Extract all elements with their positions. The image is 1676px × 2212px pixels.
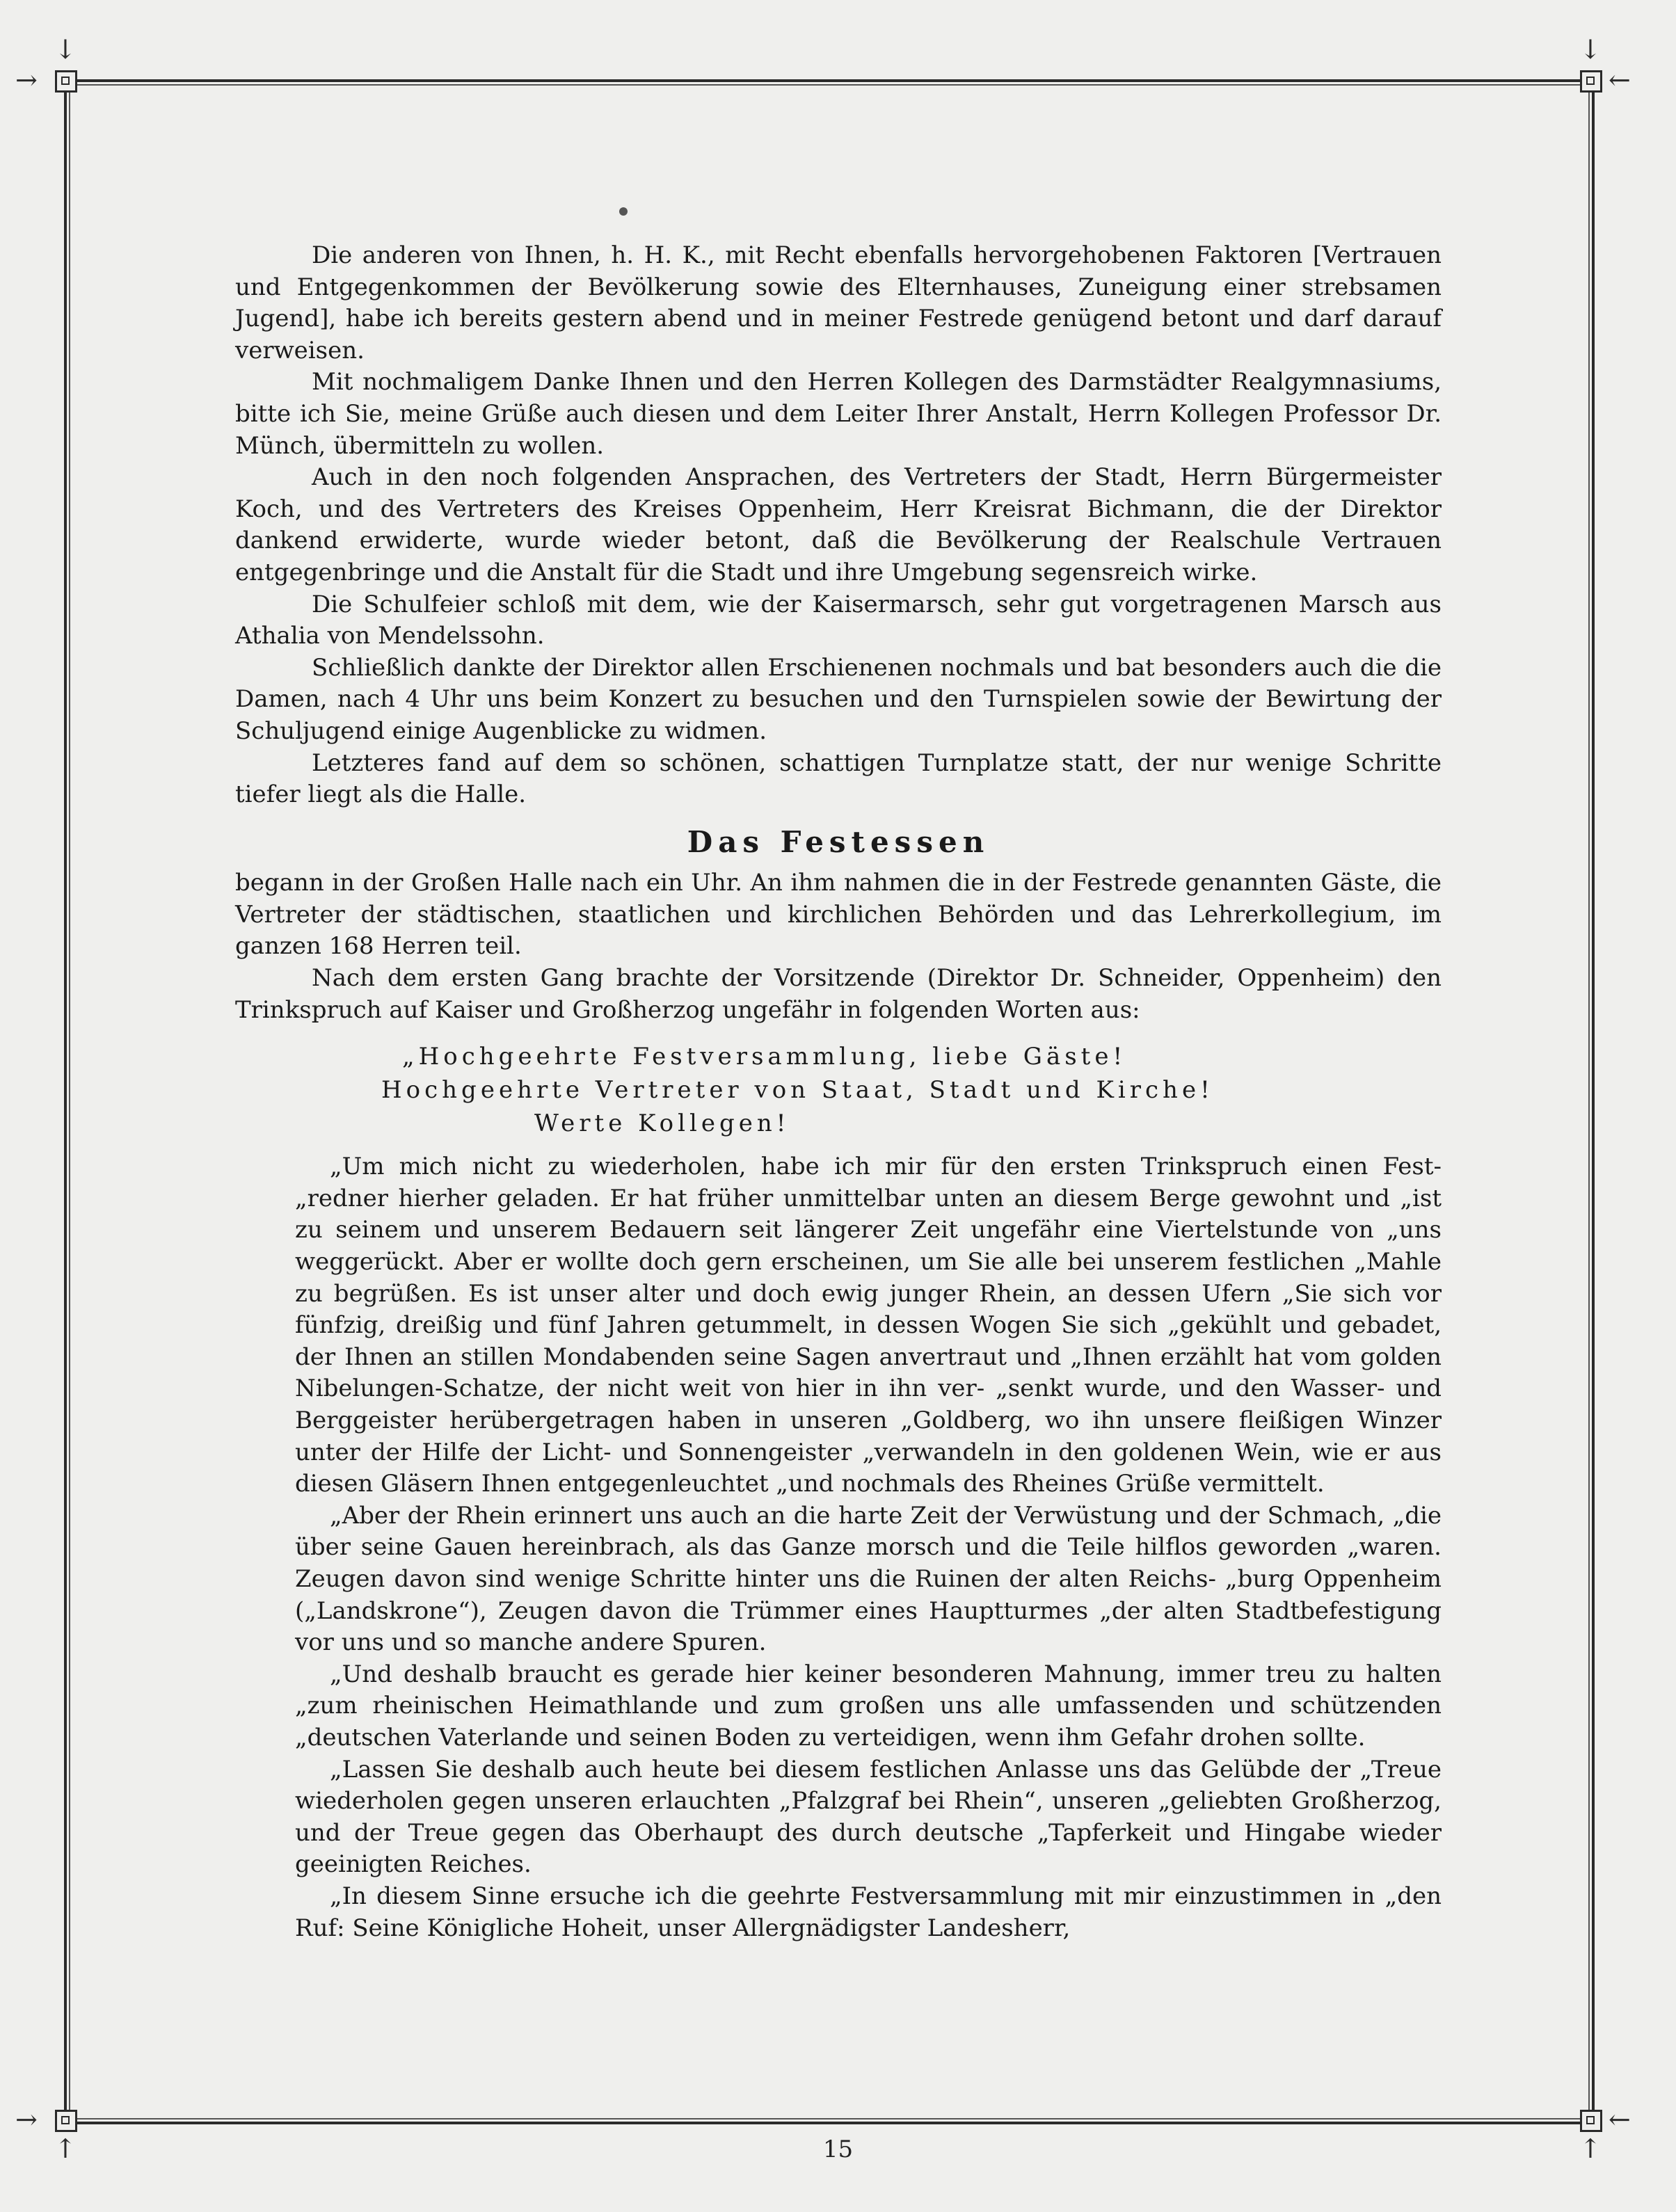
paragraph: Nach dem ersten Gang brachte der Vorsitzende (Direktor Dr. Schneider, Oppenheim) den Trinkspruch auf Kaiser und Großherzog ungefähr in folgenden Worten aus: xyxy=(235,964,1442,1024)
quote-paragraph: „Aber der Rhein erinnert uns auch an die harte Zeit der Verwüstung und der Schmach, „die über seine Gauen hereinbrach, als das Ganze morsch und die Teile hilflos geworden „waren. Zeugen davon sind wenige Schritte hinter uns die Ruinen der alten Reichs- „burg Oppenheim („Landskrone“), Zeugen davon die Trümmer eines Hauptturmes „der alten Stadtbefestigung vor uns und so manche andere Spuren. xyxy=(295,1501,1442,1657)
salutation xyxy=(235,1040,1442,1140)
page-body xyxy=(235,240,1442,1944)
border-corner-ornament xyxy=(55,2110,77,2132)
paragraph: Mit nochmaligem Danke Ihnen und den Herren Kollegen des Darmstädter Realgymnasiums, bitte ich Sie, meine Grüße auch diesen und dem Leiter Ihrer Anstalt, Herrn Kollegen Professor Dr. Münch, übermitteln zu wollen. xyxy=(235,368,1442,460)
border-arrow-icon: → xyxy=(15,2104,38,2135)
paragraph: Die anderen von Ihnen, h. H. K., mit Recht ebenfalls hervorgehobenen Faktoren [Vertrauen und Entgegenkommen der Bevölkerung sowie des Elternhauses, Zuneigung einer strebsamen Jugend], habe ich bereits gestern abend und in meiner Festrede genügend betont und darf darauf verweisen. xyxy=(235,241,1442,364)
border-arrow-icon: ← xyxy=(1609,65,1631,95)
border-corner-ornament xyxy=(55,70,77,93)
paragraph: begann in der Großen Halle nach ein Uhr. An ihm nahmen die in der Festrede genannten Gäste, die Vertreter der städtischen, staatlichen und kirchlichen Behörden und das Lehrerkollegium, im ganzen 168 Herren teil. xyxy=(235,869,1442,961)
paragraph: Die Schulfeier schloß mit dem, wie der Kaisermarsch, sehr gut vorgetragenen Marsch aus Athalia von Mendelssohn. xyxy=(235,590,1442,650)
salutation-line: „Hochgeehrte Festversammlung, liebe Gäste! xyxy=(402,1043,1127,1071)
ink-dot xyxy=(619,207,628,216)
border-arrow-icon: ↓ xyxy=(54,34,77,65)
border-arrow-icon: ↑ xyxy=(54,2133,77,2164)
paragraph: Letzteres fand auf dem so schönen, schattigen Turnplatze statt, der nur wenige Schritte tiefer liegt als die Halle. xyxy=(235,748,1442,809)
section-heading: Das Festessen xyxy=(687,824,990,859)
paragraph: Auch in den noch folgenden Ansprachen, des Vertreters der Stadt, Herrn Bürgermeister Koch, und des Vertreters des Kreises Oppenheim, Herr Kreisrat Bichmann, die der Direktor dankend erwiderte, wurde wieder betont, daß die Bevölkerung der Realschule Vertrauen entgegenbringe und die Anstalt für die Stadt und ihre Umgebung segensreich wirke. xyxy=(235,463,1442,586)
quote-paragraph: „Um mich nicht zu wiederholen, habe ich mir für den ersten Trinkspruch einen Fest- „redner hierher geladen. Er hat früher unmittelbar unten an diesem Berge gewohnt und „ist zu seinem und unserem Bedauern seit längerer Zeit ungefähr eine Viertelstunde von „uns weggerückt. Aber er wollte doch gern erscheinen, um Sie alle bei unserem festlichen „Mahle zu begrüßen. Es ist unser alter und doch ewig junger Rhein, an dessen Ufern „Sie sich vor fünfzig, dreißig und fünf Jahren getummelt, in dessen Wogen Sie sich „gekühlt und gebadet, der Ihnen an stillen Mondabenden seine Sagen anvertraut und „Ihnen erzählt hat vom golden Nibelungen-Schatze, der nicht weit von hier in ihn ver- „senkt wurde, und den Wasser- und Berggeister herübergetragen haben in unseren „Goldberg, wo ihn unsere fleißigen Winzer unter der Hilfe der Licht- und Sonnengeister „verwandeln in den goldenen Wein, wie er aus diesen Gläsern Ihnen entgegenleuchtet „und nochmals des Rheines Grüße vermittelt. xyxy=(295,1153,1442,1498)
quote-paragraph: „Lassen Sie deshalb auch heute bei diesem festlichen Anlasse uns das Gelübde der „Treue wiederholen gegen unseren erlauchten „Pfalzgraf bei Rhein“, unseren „geliebten Großherzog, und der Treue gegen das Oberhaupt des durch deutsche „Tapferkeit und Hingabe wieder geeinigten Reiches. xyxy=(295,1755,1442,1879)
border-arrow-icon: ← xyxy=(1609,2104,1631,2135)
quote-paragraph: „Und deshalb braucht es gerade hier keiner besonderen Mahnung, immer treu zu halten „zum rheinischen Heimathlande und zum großen uns alle umfassenden und schützenden „deutschen Vaterlande und seinen Boden zu verteidigen, wenn ihm Gefahr drohen sollte. xyxy=(295,1660,1442,1752)
border-corner-ornament xyxy=(1580,70,1602,93)
salutation-line: Werte Kollegen! xyxy=(534,1109,790,1138)
border-arrow-icon: → xyxy=(15,65,38,95)
border-arrow-icon: ↓ xyxy=(1579,34,1602,65)
border-corner-ornament xyxy=(1580,2110,1602,2132)
page-number: 15 xyxy=(822,2135,854,2163)
speech-quote xyxy=(295,1151,1442,1944)
salutation-line: Hochgeehrte Vertreter von Staat, Stadt und Kirche! xyxy=(381,1076,1214,1105)
paragraph: Schließlich dankte der Direktor allen Erschienenen nochmals und bat besonders auch die die Damen, nach 4 Uhr uns beim Konzert zu besuchen und den Turnspielen sowie der Bewirtung der Schuljugend einige Augenblicke zu widmen. xyxy=(235,653,1442,745)
quote-paragraph: „In diesem Sinne ersuche ich die geehrte Festversammlung mit mir einzustimmen in „den Ruf: Seine Königliche Hoheit, unser Allergnädigster Landesherr, xyxy=(295,1882,1442,1942)
border-arrow-icon: ↑ xyxy=(1579,2133,1602,2164)
